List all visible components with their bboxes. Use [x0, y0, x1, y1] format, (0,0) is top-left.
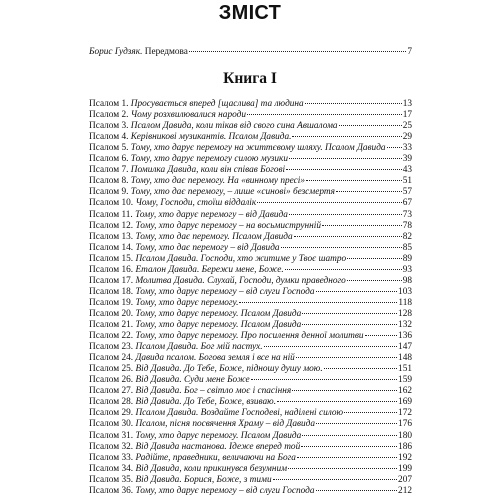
toc-entry [89, 408, 412, 419]
page-number: 176 [398, 419, 412, 430]
toc-entry [89, 386, 412, 397]
psalm-number: Псалом 36. [89, 485, 134, 496]
toc-entry [89, 176, 412, 187]
dot-leader [247, 114, 402, 115]
psalm-title: Тому, хто дарує перемогу на життєвому шляху. Псалом Давида [130, 143, 386, 154]
toc-entry [89, 110, 412, 121]
psalm-title: Давида псалом. Богова земля і все на ній [135, 353, 295, 364]
dot-leader [302, 324, 397, 325]
page-number: 186 [398, 441, 412, 452]
page-number: 180 [398, 430, 412, 441]
psalm-title: Чому, Господи, стоїш віддалік [135, 198, 257, 209]
dot-leader [294, 236, 402, 237]
page-number: 7 [407, 47, 412, 57]
toc-entry [89, 364, 412, 375]
page-number: 51 [402, 176, 412, 187]
page-number: 147 [398, 342, 412, 353]
toc-entry [89, 419, 412, 430]
page-number: 43 [402, 165, 412, 176]
dot-leader [322, 225, 402, 226]
toc-entry [89, 210, 412, 221]
dot-leader [365, 335, 397, 336]
dot-leader [302, 435, 397, 436]
dot-leader [344, 412, 397, 413]
psalm-title: Тому, хто дає перемогу – від Давида [135, 242, 280, 253]
dot-leader [277, 401, 397, 402]
page-number: 39 [402, 154, 412, 165]
toc-entry [89, 187, 412, 198]
dot-leader [264, 346, 397, 347]
psalm-title: Псалом Давида. Бог мій пастух. [135, 342, 263, 353]
dot-leader [292, 390, 397, 391]
page-number: 73 [402, 209, 412, 220]
psalm-number: Псалом 13. [89, 231, 134, 242]
dot-leader [316, 291, 398, 292]
book-heading: Книга І [223, 70, 277, 87]
toc-entry [89, 265, 412, 276]
page-number: 169 [398, 397, 412, 408]
dot-leader [306, 180, 402, 181]
psalm-number: Псалом 15. [89, 253, 134, 264]
dot-leader [286, 169, 402, 170]
toc-entry [89, 143, 412, 154]
psalm-number: Псалом 22. [89, 331, 134, 342]
dot-leader [324, 368, 397, 369]
psalm-title: Від Давида настанова. Ідеже вперед той [135, 441, 301, 452]
page-number: 199 [398, 463, 412, 474]
dot-leader [257, 202, 401, 203]
page-number: 128 [398, 308, 412, 319]
psalm-number: Псалом 33. [89, 452, 134, 463]
psalm-title: Тому, хто дарує перемогу. [135, 297, 239, 308]
dot-leader [285, 269, 402, 270]
toc-entry [89, 121, 412, 132]
toc-entry [89, 397, 412, 408]
page-number: 172 [398, 408, 412, 419]
toc-entry [89, 276, 412, 287]
dot-leader [288, 468, 397, 469]
psalm-title: Псалом Давида. Воздайте Господеві, наділені силою [135, 408, 344, 419]
dot-leader [289, 158, 402, 159]
psalm-number: Псалом 27. [89, 386, 134, 397]
psalm-title: Від Давида, коли прикинувся безумним [135, 463, 288, 474]
toc-entry [89, 298, 412, 309]
page-number: 57 [402, 187, 412, 198]
psalm-number: Псалом 9. [89, 187, 129, 198]
dot-leader [289, 214, 402, 215]
psalm-title: Псалом, пісня посвячення Храму – від Давида [135, 419, 316, 430]
toc-entry [89, 353, 412, 364]
page-number: 89 [402, 253, 412, 264]
psalm-number: Псалом 12. [89, 220, 134, 231]
psalm-title: Тому, хто дарує перемогу – від Давида [135, 209, 288, 220]
psalm-title: Тому, хто дарує перемогу. Псалом Давида [135, 320, 302, 330]
dot-leader [387, 147, 402, 148]
dot-leader [316, 490, 398, 491]
toc-entry [89, 232, 412, 243]
psalm-title: Тому, хто дарує перемогу. Псалом Давида [135, 430, 302, 441]
psalm-number: Псалом 19. [89, 297, 134, 308]
page-number: 118 [398, 297, 412, 308]
psalm-number: Псалом 18. [89, 286, 134, 297]
toc-entry [89, 198, 412, 209]
toc-entry [89, 243, 412, 254]
psalm-number: Псалом 11. [89, 209, 133, 220]
dot-leader [281, 247, 402, 248]
psalm-number: Псалом 23. [89, 342, 134, 353]
psalm-title: Тому, хто дає перемогу. Псалом Давида [135, 231, 293, 242]
toc-entry [89, 486, 412, 497]
psalm-number: Псалом 31. [89, 430, 134, 441]
psalm-title: Тому, хто дарує перемогу. Псалом Давида [135, 308, 302, 319]
dot-leader [297, 457, 397, 458]
page-number: 207 [398, 474, 412, 485]
psalm-title: Від Давида. Борися, Боже, з тими [135, 474, 272, 485]
page-number: 25 [402, 121, 412, 132]
psalm-number: Псалом 14. [89, 242, 134, 253]
psalm-title: Керівникові музикантів. Псалом Давида. [130, 132, 292, 143]
psalm-number: Псалом 25. [89, 364, 134, 375]
dot-leader [251, 379, 397, 380]
dot-leader [316, 423, 397, 424]
psalm-number: Псалом 10. [89, 198, 134, 209]
toc-entry [89, 309, 412, 320]
psalm-number: Псалом 3. [89, 121, 129, 132]
toc-entry [89, 165, 412, 176]
dot-leader [339, 125, 402, 126]
psalm-title: Тому, хто дарує перемогу – від слуги Господа [135, 485, 315, 496]
toc-entry [89, 464, 412, 475]
psalm-title: Від Давида. До Тебе, Боже, підношу душу мою. [135, 364, 323, 375]
toc-entry [89, 453, 412, 464]
page-number: 192 [398, 452, 412, 463]
psalm-title: Помилка Давида, коли він співав Богові [130, 165, 286, 176]
psalm-number: Псалом 8. [89, 176, 129, 187]
page-number: 148 [398, 353, 412, 364]
preface-label: Передмова [142, 47, 188, 57]
psalm-number: Псалом 20. [89, 308, 134, 319]
psalm-title: Від Давида. Бог – світло моє і спасіння [135, 386, 292, 397]
psalm-number: Псалом 32. [89, 441, 134, 452]
psalm-title: Еталон Давида. Бережи мене, Боже. [135, 264, 284, 275]
psalm-title: Просувається вперед [щаслива] та людина [130, 99, 304, 109]
page-number: 17 [402, 110, 412, 121]
psalm-title: Тому, хто дає перемогу. На «винному пресі» [130, 176, 305, 187]
toc-entry [89, 475, 412, 486]
page-number: 98 [402, 275, 412, 286]
toc-entry [89, 154, 412, 165]
toc-entry [89, 375, 412, 386]
psalm-number: Псалом 28. [89, 397, 134, 408]
page-number: 151 [398, 364, 412, 375]
psalm-title: Від Давида. До Тебе, Боже, взиваю. [135, 397, 277, 408]
toc-entry [89, 221, 412, 232]
page-number: 78 [402, 220, 412, 231]
dot-leader [292, 136, 401, 137]
psalm-title: Від Давида. Суди мене Боже [135, 375, 250, 386]
toc-entry [89, 99, 412, 110]
dot-leader [336, 191, 402, 192]
psalm-number: Псалом 34. [89, 463, 134, 474]
toc-entry [89, 331, 412, 342]
psalm-number: Псалом 17. [89, 275, 134, 286]
toc-entry [89, 442, 412, 453]
dot-leader [296, 357, 397, 358]
page-number: 212 [398, 485, 412, 496]
psalm-title: Тому, хто дарує перемогу – від слуги Господа [135, 286, 315, 297]
toc-entry [89, 431, 412, 442]
toc-entry-preface [89, 47, 412, 58]
psalm-title: Псалом Давида, коли тікав від свого сина Авшалома [130, 121, 338, 132]
page-number: 33 [402, 143, 412, 154]
psalm-number: Псалом 1. [89, 99, 129, 109]
toc-entry [89, 254, 412, 265]
page-number: 93 [402, 264, 412, 275]
psalm-number: Псалом 21. [89, 320, 134, 330]
psalm-number: Псалом 29. [89, 408, 134, 419]
psalm-number: Псалом 4. [89, 132, 129, 143]
dot-leader [305, 103, 402, 104]
psalm-title: Радійте, праведники, величаючи на Бога [135, 452, 296, 463]
toc-entry [89, 287, 412, 298]
page-number: 85 [402, 242, 412, 253]
page-number: 82 [402, 231, 412, 242]
preface-author: Борис Ґудзяк. [89, 47, 143, 57]
dot-leader [301, 446, 397, 447]
dot-leader [347, 258, 402, 259]
psalm-title: Чому розхвилювалися народи [130, 110, 246, 121]
psalm-title: Тому, хто дарує перемогу. Про посилення денної молитви [135, 331, 364, 342]
toc-entry [89, 342, 412, 353]
psalm-title: Тому, хто дарує перемогу силою музики [130, 154, 289, 165]
page-title: ЗМІСТ [218, 2, 282, 24]
psalm-number: Псалом 6. [89, 154, 129, 165]
page-number: 67 [402, 198, 412, 209]
page-number: 162 [398, 386, 412, 397]
psalm-number: Псалом 2. [89, 110, 129, 121]
psalm-number: Псалом 16. [89, 264, 134, 275]
psalm-number: Псалом 30. [89, 419, 134, 430]
toc-entry [89, 320, 412, 331]
dot-leader [302, 313, 397, 314]
psalm-number: Псалом 26. [89, 375, 134, 386]
page-number: 136 [398, 331, 412, 342]
dot-leader [273, 479, 397, 480]
page-number: 13 [402, 99, 412, 109]
psalm-number: Псалом 7. [89, 165, 129, 176]
psalm-title: Псалом Давида. Господи, хто житиме у Твоє шатро [135, 253, 347, 264]
psalm-title: Тому, хто дарує перемогу – на восьмиструнній [135, 220, 321, 231]
toc-entry [89, 132, 412, 143]
dot-leader [189, 51, 406, 52]
dot-leader [239, 302, 397, 303]
dot-leader [347, 280, 402, 281]
page-number: 159 [398, 375, 412, 386]
page-number: 132 [398, 320, 412, 330]
psalm-title: Тому, хто дає перемогу, – лише «синові» безсмертя [130, 187, 335, 198]
psalm-number: Псалом 24. [89, 353, 134, 364]
page-number: 103 [398, 286, 412, 297]
page-number: 29 [402, 132, 412, 143]
psalm-title: Молитва Давида. Слухай, Господи, думки праведного [135, 275, 346, 286]
psalm-number: Псалом 5. [89, 143, 129, 154]
psalm-number: Псалом 35. [89, 474, 134, 485]
